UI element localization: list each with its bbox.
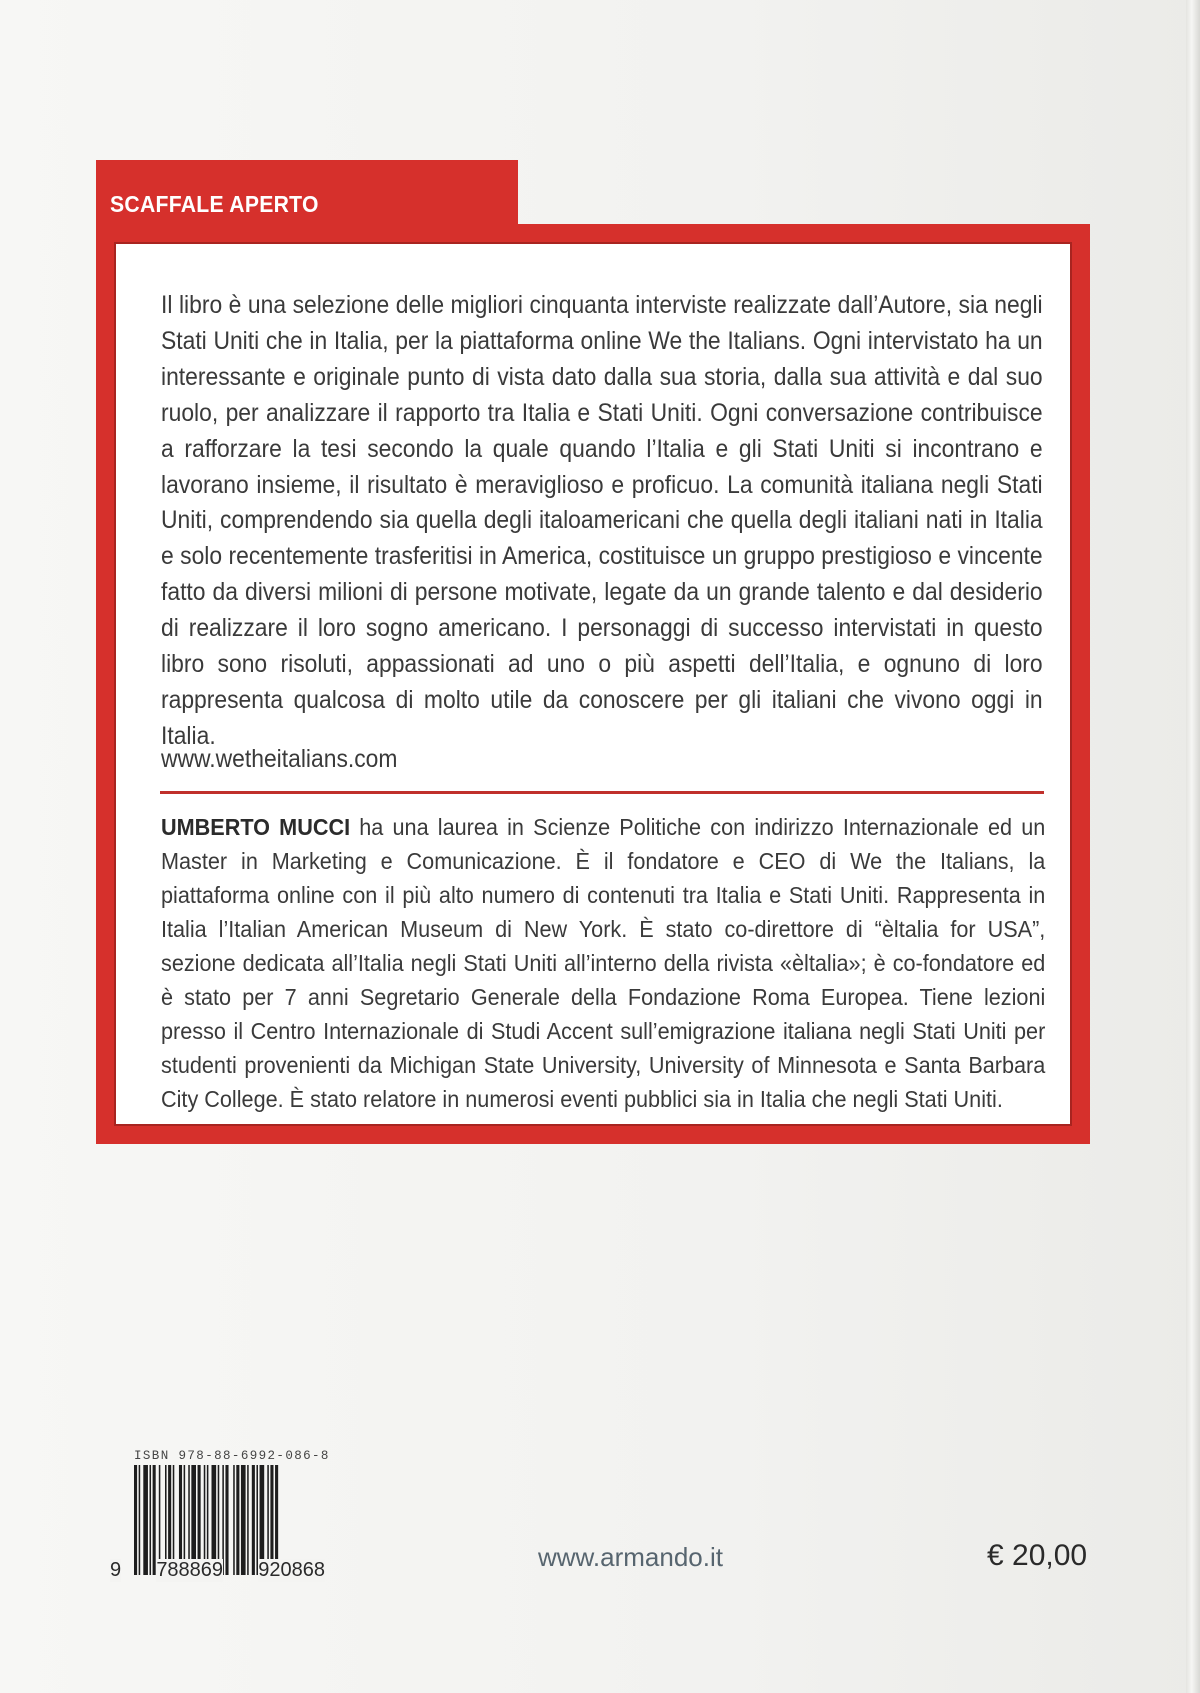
author-bio bbox=[161, 810, 1045, 1116]
section-tab-label: SCAFFALE APERTO bbox=[110, 191, 319, 217]
publisher-website: www.armando.it bbox=[538, 1542, 723, 1572]
section-divider bbox=[160, 791, 1044, 794]
book-description: Il libro è una selezione delle migliori cinquanta interviste realizzate dall’Autore, sia negli Stati Uniti che in Italia, per la piattaforma online We the Italians. Ogni intervistato ha un interessante e originale punto di vista dato dalla sua storia, dalla sua attività e dal suo ruolo, per analizzare il rapporto tra Italia e Stati Uniti. Ogni conversazione contribuisce a rafforzare la tesi secondo la quale quando l’Italia e gli Stati Uniti si incontrano e lavorano insieme, il risultato è meraviglioso e proficuo. La comunità italiana negli Stati Uniti, comprendendo sia quella degli italoamericani che quella degli italiani nati in Italia e solo recentemente trasferitisi in America, costituisce un gruppo prestigioso e vincente fatto da diversi milioni di persone motivate, legate da un grande talento e dal desiderio di realizzare il loro sogno americano. I personaggi di successo intervistati in questo libro sono risoluti, appassionati ad uno o più aspetti dell’Italia, e ognuno di loro rappresenta qualcosa di molto utile da conoscere per gli italiani che vivono oggi in Italia. bbox=[161, 292, 1043, 750]
barcode-digit-group-left: 788869 bbox=[156, 1559, 224, 1581]
isbn-label: ISBN 978-88-6992-086-8 bbox=[134, 1449, 330, 1463]
price: € 20,00 bbox=[987, 1539, 1088, 1572]
barcode-digit-lead: 9 bbox=[110, 1559, 122, 1581]
barcode-digit-group-right: 920868 bbox=[258, 1559, 325, 1581]
cover-edge bbox=[1186, 0, 1200, 1693]
project-website: www.wetheitalians.com bbox=[161, 746, 398, 773]
barcode-digits bbox=[110, 1559, 325, 1582]
author-bio-text: ha una laurea in Scienze Politiche con indirizzo Internazionale ed un Master in Marketing e Comunicazione. È il fondatore e CEO di We the Italians, la piattaforma online con il più alto numero di contenuti tra Italia e Stati Uniti. Rappresenta in Italia l’Italian American Museum di New York. È stato co-direttore di “èltalia for USA”, sezione dedicata all’Italia negli Stati Uniti all’interno della rivista «èltalia»; è co-fondatore ed è stato per 7 anni Segretario Generale della Fondazione Roma Europea. Tiene lezioni presso il Centro Internazionale di Studi Accent sull’emigrazione italiana negli Stati Uniti per studenti provenienti da Michigan State University, University of Minnesota e Santa Barbara City College. È stato relatore in numerosi eventi pubblici sia in Italia che negli Stati Uniti. bbox=[161, 814, 1046, 1112]
author-name: UMBERTO MUCCI bbox=[161, 814, 351, 840]
